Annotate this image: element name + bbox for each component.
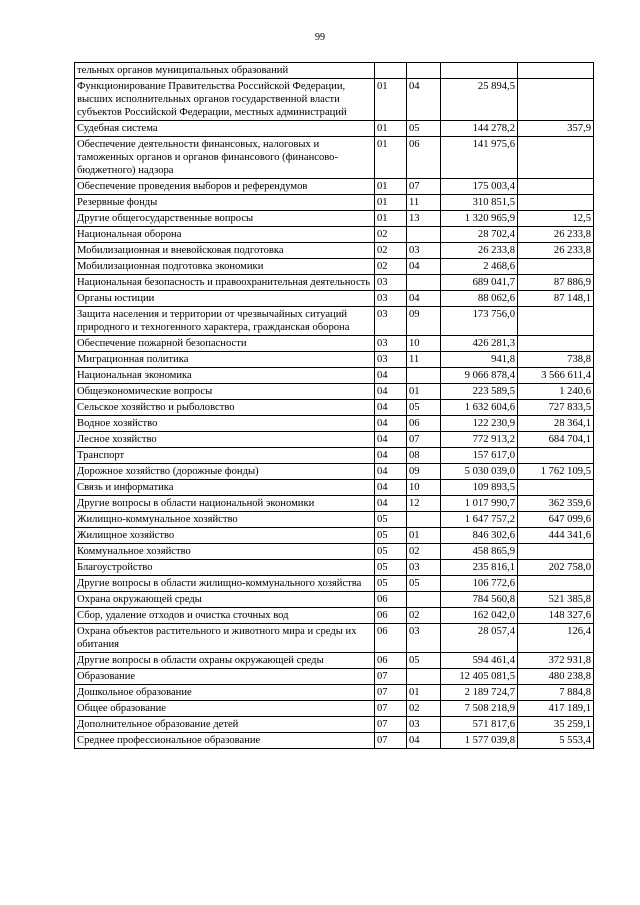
table-row — [75, 733, 594, 749]
subvention-amount-cell — [518, 307, 594, 336]
subsection-code-cell: 04 — [407, 291, 441, 307]
subsection-code-cell: 08 — [407, 448, 441, 464]
section-code-cell: 03 — [375, 275, 407, 291]
section-code-cell: 03 — [375, 336, 407, 352]
total-amount-cell: 12 405 081,5 — [441, 669, 518, 685]
total-amount-cell: 109 893,5 — [441, 480, 518, 496]
subsection-code-cell: 12 — [407, 496, 441, 512]
subvention-amount-cell: 444 341,6 — [518, 528, 594, 544]
total-amount-cell: 5 030 039,0 — [441, 464, 518, 480]
row-name-cell: Сбор, удаление отходов и очистка сточных вод — [75, 608, 375, 624]
subsection-code-cell — [407, 592, 441, 608]
subsection-code-cell: 05 — [407, 653, 441, 669]
total-amount-cell: 144 278,2 — [441, 121, 518, 137]
section-code-cell: 01 — [375, 137, 407, 179]
subvention-amount-cell: 362 359,6 — [518, 496, 594, 512]
table-row — [75, 352, 594, 368]
total-amount-cell: 1 632 604,6 — [441, 400, 518, 416]
section-code-cell: 01 — [375, 211, 407, 227]
total-amount-cell: 941,8 — [441, 352, 518, 368]
row-name-cell: тельных органов муниципальных образований — [75, 63, 375, 79]
table-row — [75, 416, 594, 432]
subsection-code-cell: 07 — [407, 179, 441, 195]
row-name-cell: Сельское хозяйство и рыболовство — [75, 400, 375, 416]
subvention-amount-cell — [518, 544, 594, 560]
subsection-code-cell: 07 — [407, 432, 441, 448]
subsection-code-cell: 05 — [407, 121, 441, 137]
subvention-amount-cell: 3 566 611,4 — [518, 368, 594, 384]
subsection-code-cell: 06 — [407, 137, 441, 179]
total-amount-cell: 310 851,5 — [441, 195, 518, 211]
subvention-amount-cell: 647 099,6 — [518, 512, 594, 528]
table-row — [75, 480, 594, 496]
section-code-cell: 05 — [375, 512, 407, 528]
subsection-code-cell: 04 — [407, 259, 441, 275]
table-row — [75, 544, 594, 560]
total-amount-cell: 846 302,6 — [441, 528, 518, 544]
table-row — [75, 179, 594, 195]
table-row — [75, 400, 594, 416]
row-name-cell: Жилищное хозяйство — [75, 528, 375, 544]
total-amount-cell: 7 508 218,9 — [441, 701, 518, 717]
section-code-cell: 05 — [375, 528, 407, 544]
subsection-code-cell: 09 — [407, 464, 441, 480]
section-code-cell: 07 — [375, 669, 407, 685]
subsection-code-cell: 10 — [407, 336, 441, 352]
subvention-amount-cell: 148 327,6 — [518, 608, 594, 624]
table-row — [75, 63, 594, 79]
total-amount-cell: 25 894,5 — [441, 79, 518, 121]
subsection-code-cell: 06 — [407, 416, 441, 432]
budget-table-body — [75, 63, 594, 749]
row-name-cell: Обеспечение проведения выборов и референдумов — [75, 179, 375, 195]
section-code-cell: 02 — [375, 227, 407, 243]
row-name-cell: Резервные фонды — [75, 195, 375, 211]
subsection-code-cell: 01 — [407, 528, 441, 544]
total-amount-cell: 223 589,5 — [441, 384, 518, 400]
row-name-cell: Судебная система — [75, 121, 375, 137]
subsection-code-cell: 13 — [407, 211, 441, 227]
subvention-amount-cell — [518, 336, 594, 352]
table-row — [75, 512, 594, 528]
row-name-cell: Образование — [75, 669, 375, 685]
table-row — [75, 669, 594, 685]
table-row — [75, 576, 594, 592]
row-name-cell: Среднее профессиональное образование — [75, 733, 375, 749]
section-code-cell: 02 — [375, 259, 407, 275]
table-row — [75, 121, 594, 137]
row-name-cell: Обеспечение пожарной безопасности — [75, 336, 375, 352]
subvention-amount-cell: 12,5 — [518, 211, 594, 227]
row-name-cell: Функционирование Правительства Российской Федерации, высших исполнительных органов государственной власти субъектов Российской Федерации, местных администраций — [75, 79, 375, 121]
subsection-code-cell: 09 — [407, 307, 441, 336]
row-name-cell: Органы юстиции — [75, 291, 375, 307]
table-row — [75, 137, 594, 179]
subvention-amount-cell: 87 148,1 — [518, 291, 594, 307]
row-name-cell: Обеспечение деятельности финансовых, налоговых и таможенных органов и органов финансового (финансово-бюджетного) надзора — [75, 137, 375, 179]
subvention-amount-cell: 684 704,1 — [518, 432, 594, 448]
total-amount-cell: 594 461,4 — [441, 653, 518, 669]
row-name-cell: Дополнительное образование детей — [75, 717, 375, 733]
subvention-amount-cell: 26 233,8 — [518, 243, 594, 259]
subsection-code-cell: 01 — [407, 685, 441, 701]
total-amount-cell: 784 560,8 — [441, 592, 518, 608]
section-code-cell: 04 — [375, 448, 407, 464]
subvention-amount-cell: 35 259,1 — [518, 717, 594, 733]
total-amount-cell — [441, 63, 518, 79]
row-name-cell: Дорожное хозяйство (дорожные фонды) — [75, 464, 375, 480]
subsection-code-cell: 02 — [407, 608, 441, 624]
total-amount-cell: 26 233,8 — [441, 243, 518, 259]
section-code-cell: 07 — [375, 701, 407, 717]
row-name-cell: Транспорт — [75, 448, 375, 464]
subvention-amount-cell: 727 833,5 — [518, 400, 594, 416]
subsection-code-cell: 10 — [407, 480, 441, 496]
row-name-cell: Национальная оборона — [75, 227, 375, 243]
total-amount-cell: 162 042,0 — [441, 608, 518, 624]
subsection-code-cell: 03 — [407, 243, 441, 259]
subvention-amount-cell: 87 886,9 — [518, 275, 594, 291]
row-name-cell: Лесное хозяйство — [75, 432, 375, 448]
section-code-cell: 03 — [375, 352, 407, 368]
row-name-cell: Другие вопросы в области жилищно-коммунального хозяйства — [75, 576, 375, 592]
table-row — [75, 195, 594, 211]
subsection-code-cell: 02 — [407, 701, 441, 717]
section-code-cell: 03 — [375, 291, 407, 307]
subsection-code-cell: 03 — [407, 624, 441, 653]
total-amount-cell: 106 772,6 — [441, 576, 518, 592]
table-row — [75, 368, 594, 384]
subsection-code-cell: 05 — [407, 400, 441, 416]
row-name-cell: Охрана объектов растительного и животного мира и среды их обитания — [75, 624, 375, 653]
subsection-code-cell: 11 — [407, 352, 441, 368]
subvention-amount-cell: 417 189,1 — [518, 701, 594, 717]
table-row — [75, 384, 594, 400]
row-name-cell: Жилищно-коммунальное хозяйство — [75, 512, 375, 528]
total-amount-cell: 9 066 878,4 — [441, 368, 518, 384]
section-code-cell: 04 — [375, 496, 407, 512]
table-row — [75, 432, 594, 448]
table-row — [75, 448, 594, 464]
subvention-amount-cell: 521 385,8 — [518, 592, 594, 608]
section-code-cell: 04 — [375, 416, 407, 432]
row-name-cell: Общее образование — [75, 701, 375, 717]
row-name-cell: Национальная экономика — [75, 368, 375, 384]
total-amount-cell: 772 913,2 — [441, 432, 518, 448]
table-row — [75, 307, 594, 336]
total-amount-cell: 173 756,0 — [441, 307, 518, 336]
table-row — [75, 79, 594, 121]
page-number: 99 — [315, 32, 325, 43]
section-code-cell: 06 — [375, 592, 407, 608]
total-amount-cell: 689 041,7 — [441, 275, 518, 291]
subvention-amount-cell: 5 553,4 — [518, 733, 594, 749]
subvention-amount-cell — [518, 137, 594, 179]
total-amount-cell: 426 281,3 — [441, 336, 518, 352]
table-row — [75, 275, 594, 291]
row-name-cell: Другие общегосударственные вопросы — [75, 211, 375, 227]
section-code-cell: 07 — [375, 685, 407, 701]
subsection-code-cell: 11 — [407, 195, 441, 211]
section-code-cell: 03 — [375, 307, 407, 336]
section-code-cell: 06 — [375, 624, 407, 653]
table-row — [75, 624, 594, 653]
subvention-amount-cell: 202 758,0 — [518, 560, 594, 576]
subvention-amount-cell: 1 240,6 — [518, 384, 594, 400]
subvention-amount-cell: 357,9 — [518, 121, 594, 137]
section-code-cell: 05 — [375, 576, 407, 592]
table-row — [75, 291, 594, 307]
row-name-cell: Другие вопросы в области охраны окружающей среды — [75, 653, 375, 669]
table-row — [75, 227, 594, 243]
table-row — [75, 243, 594, 259]
row-name-cell: Национальная безопасность и правоохранительная деятельность — [75, 275, 375, 291]
row-name-cell: Благоустройство — [75, 560, 375, 576]
table-row — [75, 560, 594, 576]
table-row — [75, 717, 594, 733]
total-amount-cell: 175 003,4 — [441, 179, 518, 195]
section-code-cell: 01 — [375, 79, 407, 121]
section-code-cell: 06 — [375, 608, 407, 624]
subvention-amount-cell: 28 364,1 — [518, 416, 594, 432]
subsection-code-cell: 01 — [407, 384, 441, 400]
section-code-cell: 05 — [375, 544, 407, 560]
subsection-code-cell: 02 — [407, 544, 441, 560]
subsection-code-cell — [407, 227, 441, 243]
row-name-cell: Мобилизационная и вневойсковая подготовка — [75, 243, 375, 259]
subsection-code-cell: 04 — [407, 733, 441, 749]
subvention-amount-cell — [518, 79, 594, 121]
row-name-cell: Общеэкономические вопросы — [75, 384, 375, 400]
section-code-cell: 01 — [375, 179, 407, 195]
section-code-cell: 04 — [375, 464, 407, 480]
table-row — [75, 528, 594, 544]
subvention-amount-cell: 372 931,8 — [518, 653, 594, 669]
section-code-cell: 07 — [375, 733, 407, 749]
total-amount-cell: 157 617,0 — [441, 448, 518, 464]
subvention-amount-cell — [518, 179, 594, 195]
subsection-code-cell — [407, 512, 441, 528]
subsection-code-cell — [407, 275, 441, 291]
section-code-cell: 04 — [375, 400, 407, 416]
subsection-code-cell: 03 — [407, 717, 441, 733]
total-amount-cell: 28 702,4 — [441, 227, 518, 243]
subvention-amount-cell: 1 762 109,5 — [518, 464, 594, 480]
table-row — [75, 608, 594, 624]
table-row — [75, 211, 594, 227]
table-row — [75, 496, 594, 512]
total-amount-cell: 2 468,6 — [441, 259, 518, 275]
table-row — [75, 653, 594, 669]
total-amount-cell: 88 062,6 — [441, 291, 518, 307]
subvention-amount-cell — [518, 576, 594, 592]
subvention-amount-cell: 26 233,8 — [518, 227, 594, 243]
subsection-code-cell: 05 — [407, 576, 441, 592]
subvention-amount-cell — [518, 63, 594, 79]
table-row — [75, 336, 594, 352]
subsection-code-cell — [407, 63, 441, 79]
subvention-amount-cell: 126,4 — [518, 624, 594, 653]
section-code-cell: 04 — [375, 384, 407, 400]
total-amount-cell: 2 189 724,7 — [441, 685, 518, 701]
subvention-amount-cell — [518, 448, 594, 464]
table-row — [75, 592, 594, 608]
row-name-cell: Водное хозяйство — [75, 416, 375, 432]
subvention-amount-cell: 480 238,8 — [518, 669, 594, 685]
section-code-cell: 04 — [375, 432, 407, 448]
subvention-amount-cell: 738,8 — [518, 352, 594, 368]
section-code-cell: 05 — [375, 560, 407, 576]
total-amount-cell: 141 975,6 — [441, 137, 518, 179]
total-amount-cell: 122 230,9 — [441, 416, 518, 432]
row-name-cell: Охрана окружающей среды — [75, 592, 375, 608]
subsection-code-cell — [407, 669, 441, 685]
row-name-cell: Связь и информатика — [75, 480, 375, 496]
row-name-cell: Мобилизационная подготовка экономики — [75, 259, 375, 275]
row-name-cell: Защита населения и территории от чрезвычайных ситуаций природного и техногенного характера, гражданская оборона — [75, 307, 375, 336]
subsection-code-cell — [407, 368, 441, 384]
row-name-cell: Другие вопросы в области национальной экономики — [75, 496, 375, 512]
subvention-amount-cell — [518, 259, 594, 275]
table-row — [75, 464, 594, 480]
section-code-cell: 04 — [375, 368, 407, 384]
section-code-cell: 06 — [375, 653, 407, 669]
total-amount-cell: 458 865,9 — [441, 544, 518, 560]
row-name-cell: Миграционная политика — [75, 352, 375, 368]
row-name-cell: Дошкольное образование — [75, 685, 375, 701]
subsection-code-cell: 03 — [407, 560, 441, 576]
row-name-cell: Коммунальное хозяйство — [75, 544, 375, 560]
budget-table — [74, 62, 594, 749]
section-code-cell — [375, 63, 407, 79]
table-row — [75, 259, 594, 275]
section-code-cell: 01 — [375, 121, 407, 137]
section-code-cell: 04 — [375, 480, 407, 496]
section-code-cell: 07 — [375, 717, 407, 733]
total-amount-cell: 1 577 039,8 — [441, 733, 518, 749]
subsection-code-cell: 04 — [407, 79, 441, 121]
total-amount-cell: 235 816,1 — [441, 560, 518, 576]
total-amount-cell: 28 057,4 — [441, 624, 518, 653]
total-amount-cell: 1 017 990,7 — [441, 496, 518, 512]
table-row — [75, 701, 594, 717]
subvention-amount-cell: 7 884,8 — [518, 685, 594, 701]
section-code-cell: 02 — [375, 243, 407, 259]
total-amount-cell: 1 320 965,9 — [441, 211, 518, 227]
total-amount-cell: 571 817,6 — [441, 717, 518, 733]
total-amount-cell: 1 647 757,2 — [441, 512, 518, 528]
section-code-cell: 01 — [375, 195, 407, 211]
subvention-amount-cell — [518, 195, 594, 211]
table-row — [75, 685, 594, 701]
subvention-amount-cell — [518, 480, 594, 496]
